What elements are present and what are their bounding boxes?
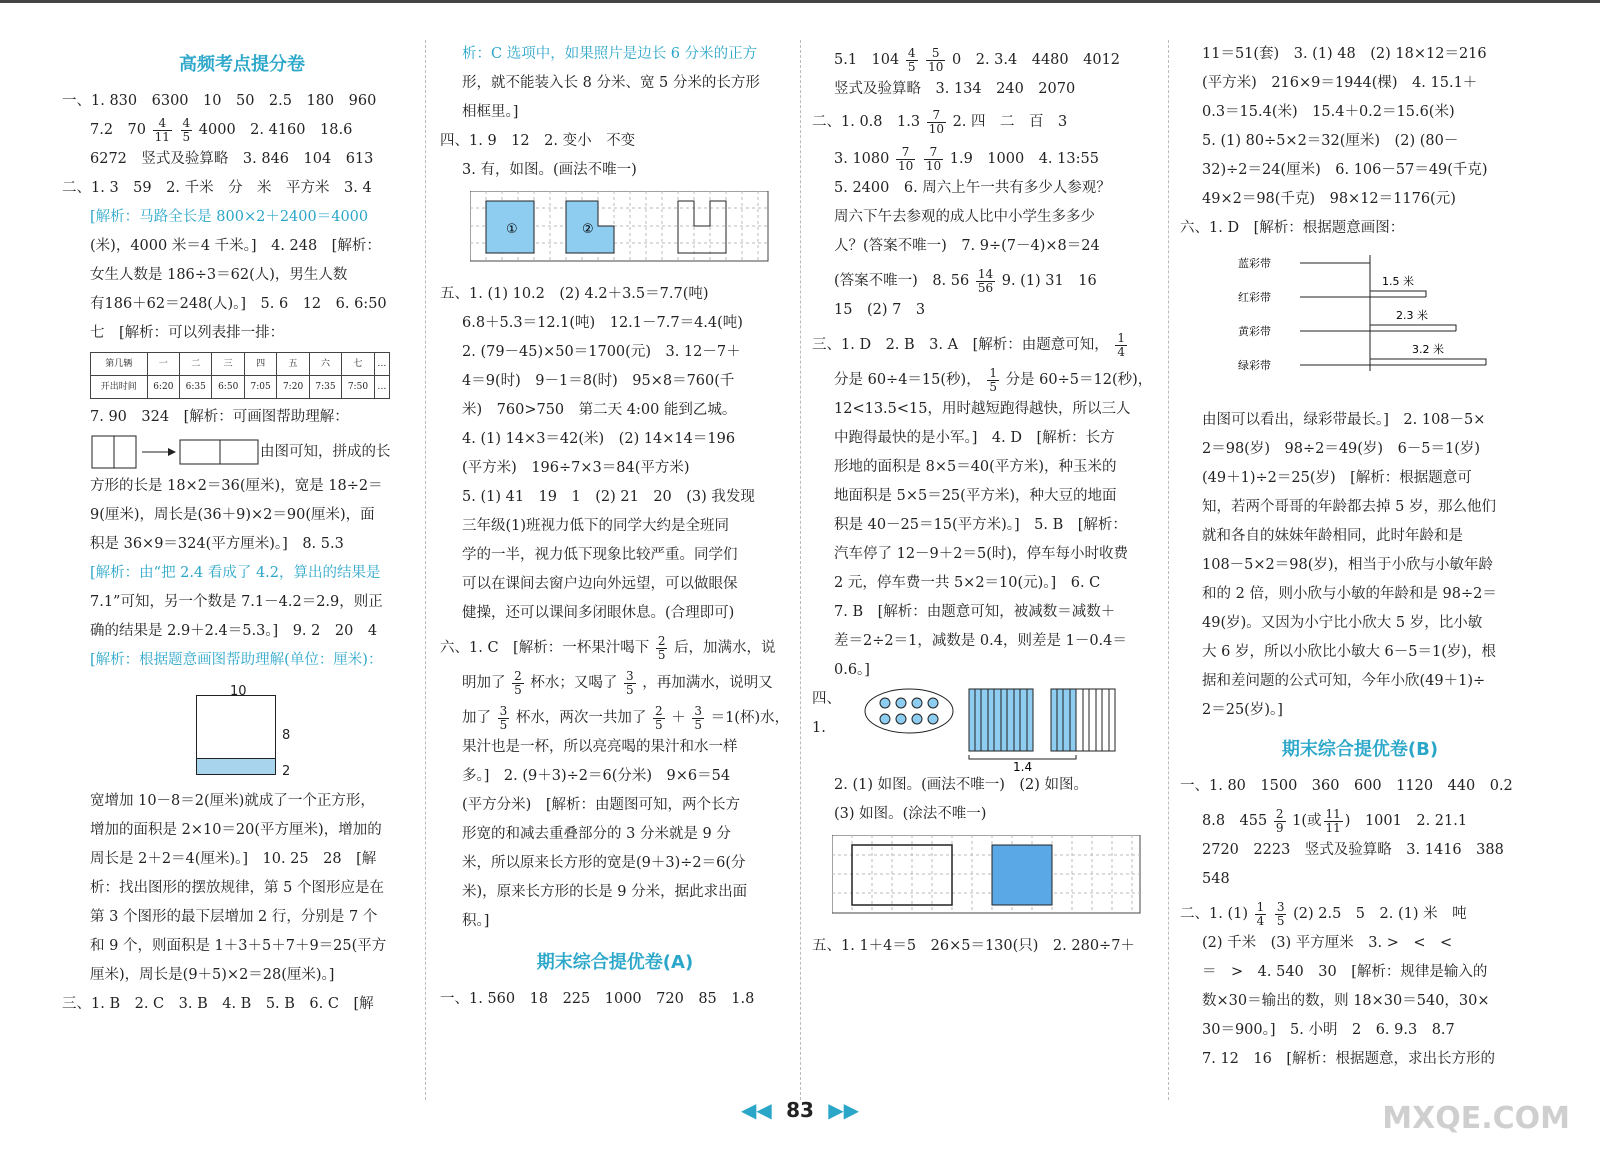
- departure-table: [90, 352, 390, 399]
- fig-label-right: 8: [282, 728, 291, 743]
- column-3: [812, 40, 1162, 1100]
- ribbon-label: 红彩带: [1238, 291, 1271, 304]
- answer-line: 周六下午去参观的成人比中小学生多多少: [834, 209, 1095, 225]
- arrow-head-icon: [168, 448, 176, 456]
- numerator: 4: [182, 115, 191, 130]
- answer-line: 数×30＝输出的数，则 18×30＝540，30×: [1202, 993, 1490, 1009]
- text: 1.9 1000 4. 13:55: [949, 151, 1099, 167]
- denominator: 5: [625, 682, 634, 697]
- answer-line: 就和各自的妹妹年龄相同，此时年龄和是: [1202, 528, 1463, 544]
- answer-line: (平方米) 216×9＝1944(棵) 4. 15.1＋: [1202, 75, 1478, 91]
- answer-line: 和 9 个，则面积是 1＋3＋5＋7＋9＝25(平方: [90, 938, 387, 954]
- fraction: [653, 705, 665, 732]
- text: 5.1 104: [834, 52, 900, 68]
- answer-line: [62, 116, 422, 145]
- table-cell: 6:20: [147, 376, 179, 399]
- text: 8.8 455: [1202, 813, 1268, 829]
- table-cell: 7:05: [244, 376, 276, 399]
- ribbon-red-brace: [1370, 291, 1426, 297]
- text: ，再加满水，说明又: [642, 675, 773, 691]
- analysis-line: [解析：根据题意画图帮助理解(单位：厘米)：: [90, 652, 383, 668]
- table-cell: 7:35: [309, 376, 341, 399]
- answer-line: (平方米) 196÷7×3＝84(平方米): [462, 460, 690, 476]
- text: 三、1. D 2. B 3. A [解析：由题意可知，: [812, 337, 1109, 353]
- numerator: 2: [514, 668, 522, 683]
- answer-line: 548: [1202, 871, 1230, 887]
- answer-line: 汽车停了 12－9＋2＝5(时)，停车每小时收费: [834, 546, 1129, 562]
- fig-rect-right: [220, 440, 258, 464]
- answer-line: [812, 331, 1162, 360]
- answer-line: 厘米)，周长是(9＋5)×2＝28(厘米)。]: [90, 967, 335, 983]
- numerator: 2: [1275, 806, 1284, 821]
- answer-line: 相框里。]: [462, 104, 519, 120]
- answer-line: 第 3 个图形的最下层增加 2 行，分别是 7 个: [90, 909, 378, 925]
- answer-line: 7. B [解析：由题意可知，被减数＝减数＋: [834, 604, 1116, 620]
- grid-border: [832, 835, 1140, 913]
- fig-rect-left: [180, 440, 220, 464]
- answer-line: (49＋1)÷2＝25(岁) [解析：根据题意可: [1202, 470, 1472, 486]
- answer-line: 7. 90 324 [解析：可画图帮助理解：: [90, 409, 349, 425]
- numerator: 3: [499, 703, 508, 718]
- fraction: [976, 268, 995, 295]
- table-cell: …: [374, 376, 389, 399]
- answer-line: ＝ > 4. 540 30 [解析：规律是输入的: [1202, 964, 1488, 980]
- table-cell: 7:20: [277, 376, 309, 399]
- answer-line: 女生人数是 186÷3＝62(人)，男生人数: [90, 267, 348, 283]
- fig-shaded-strip: [197, 758, 275, 774]
- text: ＋: [671, 710, 686, 726]
- text: 0 2. 3.4 4480 4012: [952, 52, 1121, 68]
- answer-line: 中跑得最快的是小军。] 4. D [解析：长方: [834, 430, 1115, 446]
- answer-line: 4. (1) 14×3＝42(米) (2) 14×14＝196: [462, 431, 736, 447]
- numerator: 3: [625, 668, 634, 683]
- answer-line: 人？(答案不唯一) 7. 9÷(7－4)×8＝24: [834, 238, 1100, 254]
- answer-line: 11＝51(套) 3. (1) 48 (2) 18×12＝216: [1202, 46, 1487, 62]
- text: 杯水；又喝了: [530, 675, 618, 691]
- ribbon-label: 绿彩带: [1238, 359, 1271, 372]
- answer-line: [812, 685, 1162, 771]
- table-cell: 二: [180, 353, 212, 376]
- ribbon-label: 蓝彩带: [1238, 257, 1271, 270]
- denominator: 10: [925, 158, 942, 173]
- answer-line: 5. 2400 6. 周六上午一共有多少人参观？: [834, 180, 1111, 196]
- section-title: 高频考点提分卷: [179, 54, 305, 75]
- denominator: 56: [977, 280, 994, 295]
- answer-line: 15 (2) 7 3: [834, 302, 926, 318]
- numerator: 1: [989, 365, 997, 380]
- denominator: 10: [897, 158, 914, 173]
- fraction: [692, 705, 704, 732]
- answer-line: 7.1”可知，另一个数是 7.1－4.2＝2.9，则正: [90, 594, 383, 610]
- answer-line: 析：找出图形的摆放规律，第 5 个图形应是在: [90, 880, 384, 896]
- page-number-bar: [0, 1098, 1600, 1122]
- answer-line: 宽增加 10－8＝2(厘米)就成了一个正方形，: [90, 793, 375, 809]
- answer-line: 米)，原来长方形的长是 9 分米，据此求出面: [462, 884, 748, 900]
- denominator: 5: [514, 682, 522, 697]
- column-1: [62, 40, 422, 1100]
- fraction-figure: [863, 685, 1162, 771]
- table-cell: 七: [342, 353, 374, 376]
- circles-group: [880, 698, 938, 724]
- text: 明加了: [462, 675, 506, 691]
- answer-line: 知，若两个哥哥的年龄都去掉 5 岁，那么他们: [1202, 499, 1496, 515]
- text: 1(或: [1292, 813, 1322, 829]
- numerator: 11: [1325, 806, 1341, 821]
- answer-line: (3) 如图。(涂法不唯一): [834, 806, 987, 822]
- numerator: 4: [153, 117, 172, 131]
- table-cell: 六: [309, 353, 341, 376]
- answer-line: [440, 669, 790, 698]
- answer-line: 确的结果是 2.9＋2.4＝5.3。] 9. 2 20 4: [90, 623, 378, 639]
- fraction: [924, 146, 943, 173]
- answer-line: 七 [解析：可以列表排一排：: [90, 325, 285, 341]
- answer-line: 2＝25(岁)。]: [1202, 702, 1283, 718]
- area-figure: [62, 681, 422, 781]
- answer-line: [812, 108, 1162, 137]
- answer-line: (平方分米) [解析：由题图可知，两个长方: [462, 797, 740, 813]
- answer-line: 大 6 岁，所以小欣比小敏大 6－5＝1(岁)，根: [1202, 644, 1497, 660]
- answer-line: 0.6。]: [834, 662, 870, 678]
- answer-line: [440, 704, 790, 733]
- numerator: 2: [657, 633, 666, 648]
- column-divider: [800, 40, 801, 1100]
- text: 后，加满水，说: [674, 640, 776, 656]
- numerator: 3: [694, 703, 702, 718]
- answer-line: 49(岁)。又因为小宁比小欣大 5 岁，比小敏: [1202, 615, 1483, 631]
- fraction: [624, 670, 636, 697]
- bracket-label: 1.4: [1012, 760, 1032, 771]
- fig-label-right: 2: [282, 764, 291, 779]
- grid-figure-svg: [470, 191, 770, 263]
- answer-line: 2720 2223 竖式及验算略 3. 1416 388: [1202, 842, 1504, 858]
- analysis-line: [解析：由“把 2.4 看成了 4.2，算出的结果是: [90, 565, 381, 581]
- fraction: [1274, 808, 1286, 835]
- denominator: 11: [154, 129, 170, 144]
- answer-line: 9(厘米)，周长是(36＋9)×2＝90(厘米)，面: [90, 507, 375, 523]
- answer-line: 一、1. 830 6300 10 50 2.5 180 960: [62, 93, 377, 109]
- rect-outline: [852, 845, 952, 905]
- answer-line: 一、1. 80 1500 360 600 1120 440 0.2: [1180, 778, 1513, 794]
- ribbon-note: 1.5 米: [1382, 275, 1414, 288]
- numerator: 5: [926, 47, 945, 61]
- table-cell: 开出时间: [91, 376, 148, 399]
- answer-line: (2) 千米 (3) 平方厘米 3. > < <: [1202, 935, 1453, 951]
- answer-line: 三、1. B 2. C 3. B 4. B 5. B 6. C [解: [62, 996, 374, 1012]
- section-title: 期末综合提优卷(A): [536, 952, 694, 973]
- answer-line: [812, 46, 1162, 75]
- text: 分是 60÷4＝15(秒)，: [834, 372, 981, 388]
- text: ＝1(杯)水，: [710, 710, 790, 726]
- column-divider: [425, 40, 426, 1100]
- answer-line: [1180, 900, 1540, 929]
- analysis-line: 析：C 选项中，如果照片是边长 6 分米的正方: [462, 46, 758, 62]
- fig-square-right: [114, 436, 136, 468]
- text: 二、1. 0.8 1.3: [812, 114, 921, 130]
- text: 加了: [462, 710, 491, 726]
- table-cell: …: [374, 353, 389, 376]
- answer-line: 积。]: [462, 913, 490, 929]
- answer-line: 2. (1) 如图。(画法不唯一) (2) 如图。: [834, 777, 1089, 793]
- text: (答案不唯一) 8. 56: [834, 273, 970, 289]
- table-cell: 6:35: [180, 376, 212, 399]
- fraction: [1255, 901, 1267, 928]
- table-header-row: [91, 353, 390, 376]
- fraction: [656, 635, 668, 662]
- page-number: 83: [786, 1098, 814, 1122]
- answer-line: 2 元，停车费一共 5×2＝10(元)。] 6. C: [834, 575, 1101, 591]
- denominator: 5: [1276, 913, 1285, 928]
- answer-line: 6.8＋5.3＝12.1(吨) 12.1－7.7＝4.4(吨): [462, 315, 743, 331]
- denominator: 5: [989, 379, 997, 394]
- numerator: 7: [896, 146, 915, 160]
- text: 分是 60÷5＝12(秒)，: [1005, 372, 1153, 388]
- answer-line: 五、1. 1＋4＝5 26×5＝130(只) 2. 280÷7＋: [812, 938, 1135, 954]
- answer-line: 由图可以看出，绿彩带最长。] 2. 108－5×: [1202, 412, 1486, 428]
- grid-figure: [440, 191, 790, 274]
- grid-figure-2: [812, 835, 1162, 926]
- answer-line: 2＝98(岁) 98÷2＝49(岁) 6－5＝1(岁): [1202, 441, 1481, 457]
- ribbon-green-brace: [1370, 359, 1486, 365]
- answer-line: 0.3＝15.4(米) 15.4＋0.2＝15.6(米): [1202, 104, 1455, 120]
- denominator: 4: [1117, 344, 1125, 359]
- denominator: 5: [694, 717, 702, 732]
- table-cell: 四: [244, 353, 276, 376]
- fraction: [906, 47, 918, 74]
- denominator: 5: [654, 717, 663, 732]
- answer-line: 有186＋62＝248(人)。] 5. 6 12 6. 6:50: [90, 296, 387, 312]
- answer-line: 地面积是 5×5＝25(平方米)，种大豆的地面: [834, 488, 1117, 504]
- text: 9. (1) 31 16: [1001, 273, 1097, 289]
- table-cell: 三: [212, 353, 244, 376]
- answer-line: 四、1. 9 12 2. 变小 不变: [440, 133, 636, 149]
- text: 四、1.: [812, 691, 841, 736]
- answer-line: 4＝9(时) 9－1＝8(时) 95×8＝760(千: [462, 373, 735, 389]
- numerator: 7: [924, 146, 943, 160]
- answer-line: 学的一半，视力低下现象比较严重。同学们: [462, 547, 738, 563]
- denominator: 4: [1256, 913, 1265, 928]
- shape-3: [678, 201, 726, 253]
- fraction: [896, 146, 915, 173]
- answer-line: 形地的面积是 8×5＝40(平方米)，种玉米的: [834, 459, 1117, 475]
- fraction: [1324, 808, 1343, 835]
- table-cell: 7:50: [342, 376, 374, 399]
- numerator: 1: [1117, 330, 1125, 345]
- table-cell: 第几辆: [91, 353, 148, 376]
- denominator: 11: [1325, 820, 1341, 835]
- fraction: [926, 47, 945, 74]
- answer-line: 形，就不能装入长 8 分米、宽 5 分米的长方形: [462, 75, 760, 91]
- section-title: 期末综合提优卷(B): [1281, 739, 1439, 760]
- answer-line: [440, 634, 790, 663]
- rectangle-figure: [90, 432, 260, 472]
- answer-line: 多。] 2. (9＋3)÷2＝6(分米) 9×6＝54: [462, 768, 731, 784]
- ribbon-note: 3.2 米: [1412, 343, 1444, 356]
- numerator: 14: [977, 266, 994, 281]
- table-row: [91, 376, 390, 399]
- answer-line: 健操，还可以课间多闭眼休息。(合理即可): [462, 605, 735, 621]
- text: 7.2 70: [90, 122, 147, 138]
- answer-line: 6272 竖式及验算略 3. 846 104 613: [90, 151, 374, 167]
- answer-line: 5. (1) 41 19 1 (2) 21 20 (3) 我发现: [462, 489, 755, 505]
- answer-line: 3. 有，如图。(画法不唯一): [462, 162, 637, 178]
- table-cell: 一: [147, 353, 179, 376]
- prev-arrows-icon: ◀◀: [740, 1098, 772, 1122]
- answer-line: 五、1. (1) 10.2 (2) 4.2＋3.5＝7.7(吨): [440, 286, 709, 302]
- table-cell: 五: [277, 353, 309, 376]
- answer-line: 30＝900。] 5. 小明 2 6. 9.3 8.7: [1202, 1022, 1455, 1038]
- answer-line: 二、1. 3 59 2. 千米 分 米 平方米 3. 4: [62, 180, 372, 196]
- answer-line: 7. 12 16 [解析：根据题意，求出长方形的: [1202, 1051, 1496, 1067]
- shape-label: ①: [506, 222, 518, 237]
- answer-line: [1180, 807, 1540, 836]
- column-divider: [1168, 40, 1169, 1100]
- denominator: 5: [182, 129, 191, 144]
- denominator: 5: [499, 717, 508, 732]
- numerator: 1: [1256, 899, 1265, 914]
- denominator: 5: [907, 59, 916, 74]
- answer-line: 一、1. 560 18 225 1000 720 85 1.8: [440, 991, 755, 1007]
- answer-line: 2. (79－45)×50＝1700(元) 3. 12－7＋: [462, 344, 741, 360]
- answer-line: 六、1. D [解析：根据题意画图：: [1180, 220, 1405, 236]
- fraction: [153, 117, 172, 144]
- text: 3. 1080: [834, 151, 890, 167]
- oval: [865, 689, 953, 733]
- answer-line: 三年级(1)班视力低下的同学大约是全班同: [462, 518, 730, 534]
- answer-line: 108－5×2＝98(岁)，相当于小欣与小敏年龄: [1202, 557, 1494, 573]
- ribbon-yellow-brace: [1370, 325, 1456, 331]
- analysis-line: [解析：马路全长是 800×2＋2400＝4000: [90, 209, 369, 225]
- rect-filled: [992, 845, 1052, 905]
- shape-label: ②: [582, 222, 594, 237]
- answer-line: [812, 366, 1162, 395]
- text: (2) 2.5 5 2. (1) 米 吨: [1293, 906, 1467, 922]
- answer-line: 49×2＝98(千克) 98×12＝1176(元): [1202, 191, 1456, 207]
- fraction: [181, 117, 193, 144]
- answer-line: 米) 760>750 第二天 4:00 能到乙城。: [462, 402, 737, 418]
- answer-line: (米)，4000 米＝4 千米。] 4. 248 [解析：: [90, 238, 381, 254]
- answer-line: 米，所以原来长方形的宽是(9＋3)÷2＝6(分: [462, 855, 746, 871]
- answer-line: 12<13.5<15，用时越短跑得越快，所以三人: [834, 401, 1131, 417]
- answer-line: 5. (1) 80÷5×2＝32(厘米) (2) (80－: [1202, 133, 1459, 149]
- answer-line: [812, 267, 1162, 296]
- answer-line: 形宽的和减去重叠部分的 3 分米就是 9 分: [462, 826, 731, 842]
- text: 二、1. (1): [1180, 906, 1248, 922]
- ribbon-figure-svg: [1230, 249, 1490, 389]
- text: 由图可知，拼成的长: [260, 443, 391, 460]
- table-cell: 6:50: [212, 376, 244, 399]
- next-arrows-icon: ▶▶: [828, 1098, 860, 1122]
- answer-line: 32)÷2＝24(厘米) 6. 106－57＝49(千克): [1202, 162, 1488, 178]
- denominator: 10: [928, 59, 944, 74]
- answer-line: 积是 40－25＝15(平方米)。] 5. B [解析：: [834, 517, 1127, 533]
- fraction: [1275, 901, 1287, 928]
- fraction: [1115, 332, 1127, 359]
- ribbon-label: 黄彩带: [1238, 325, 1271, 338]
- answer-line: 差＝2÷2＝1，减数是 0.4，则差是 1－0.4＝: [834, 633, 1127, 649]
- answer-line: [812, 145, 1162, 174]
- column-4: [1180, 40, 1540, 1100]
- text: 杯水，两次一共加了: [515, 710, 647, 726]
- fraction: [987, 367, 999, 394]
- text: 4000 2. 4160 18.6: [198, 122, 353, 138]
- fig-square: [196, 695, 276, 775]
- grid-figure-2-svg: [832, 835, 1142, 915]
- numerator: 3: [1276, 899, 1285, 914]
- answer-line: 积是 36×9＝324(平方厘米)。] 8. 5.3: [90, 536, 344, 552]
- answer-line: 可以在课间去窗户边向外远望，可以做眼保: [462, 576, 738, 592]
- fraction: [498, 705, 510, 732]
- text: 六、1. C [解析：一杯果汁喝下: [440, 640, 650, 656]
- grid-lines: [832, 835, 1140, 913]
- answer-line: [62, 432, 422, 472]
- denominator: 9: [1275, 820, 1284, 835]
- fraction: [927, 109, 946, 136]
- answer-line: 方形的长是 18×2＝36(厘米)，宽是 18÷2＝: [90, 478, 383, 494]
- numerator: 7: [927, 109, 946, 123]
- text: 2. 四 二 百 3: [952, 114, 1068, 130]
- text: ) 1001 2. 21.1: [1344, 813, 1468, 829]
- answer-line: 果汁也是一杯，所以亮亮喝的果汁和水一样: [462, 739, 738, 755]
- denominator: 5: [657, 647, 666, 662]
- answer-line: 增加的面积是 2×10＝20(平方厘米)，增加的: [90, 822, 382, 838]
- numerator: 2: [654, 703, 663, 718]
- bracket: [969, 755, 1076, 759]
- fig-label-top: 10: [230, 684, 247, 699]
- answer-line: 竖式及验算略 3. 134 240 2070: [834, 81, 1076, 97]
- watermark: MXQE.COM: [1382, 1101, 1570, 1136]
- ribbon-figure: [1180, 249, 1540, 400]
- answer-line: 据和差问题的公式可知，今年小欣(49＋1)÷: [1202, 673, 1486, 689]
- denominator: 10: [928, 121, 944, 136]
- top-border: [0, 0, 1600, 3]
- fig-square-left: [92, 436, 114, 468]
- answer-line: 周长是 2＋2＝4(厘米)。] 10. 25 28 [解: [90, 851, 377, 867]
- ribbon-note: 2.3 米: [1396, 309, 1428, 322]
- answer-line: 和的 2 倍，则小欣与小敏的年龄和是 98÷2＝: [1202, 586, 1497, 602]
- column-2: [440, 40, 790, 1100]
- numerator: 4: [907, 45, 916, 60]
- fraction: [512, 670, 524, 697]
